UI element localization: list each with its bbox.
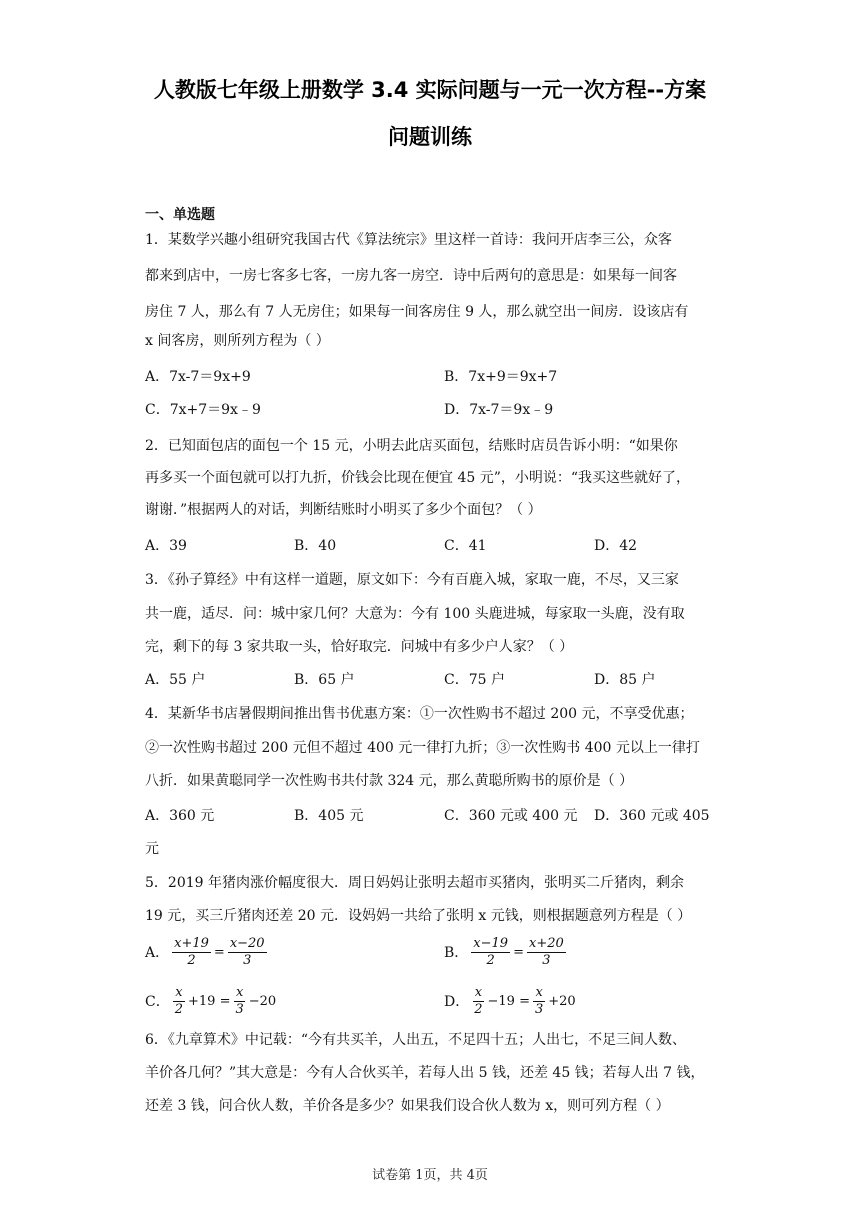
option-label: D．	[444, 993, 470, 1010]
q2-line-1: 2．已知面包店的面包一个 15 元，小明去此店买面包，结账时店员告诉小明：“如果你	[145, 438, 678, 454]
q1-option-a: A．7x-7＝9x+9	[145, 369, 251, 385]
q2-line-3: 谢谢．”根据两人的对话，判断结账时小明买了多少个面包？（ ）	[145, 502, 542, 518]
fraction	[527, 937, 566, 968]
denominator: 3	[534, 1002, 544, 1017]
q3-option-d: D．85 户	[594, 672, 656, 688]
fraction	[173, 986, 185, 1017]
q4-option-a: A．360 元	[145, 808, 215, 824]
q6-line-2: 羊价各几何？”其大意是：今有人合伙买羊，若每人出 5 钱，还差 45 钱；若每人出 7 钱，	[145, 1065, 705, 1081]
denominator: 2	[486, 953, 495, 968]
q4-line-1: 4．某新华书店暑假期间推出售书优惠方案：①一次性购书不超过 200 元，不享受优惠；	[145, 706, 694, 722]
q3-line-3: 完，剩下的每 3 家共取一头，恰好取完．问城中有多少户人家？（ ）	[145, 639, 574, 655]
q1-line-3: 房住 7 人，那么有 7 人无房住；如果每一间客房住 9 人，那么就空出一间房．设该店有	[145, 304, 689, 320]
fraction	[471, 937, 510, 968]
q3-option-a: A．55 户	[145, 672, 206, 688]
q4-option-d: D．360 元或 405	[594, 808, 710, 824]
denominator: 3	[235, 1002, 244, 1017]
q2-line-2: 再多买一个面包就可以打九折，价钱会比现在便宜 45 元”，小明说：“我买这些就好了，	[145, 470, 691, 486]
denominator: 3	[542, 953, 551, 968]
q2-option-d: D．42	[594, 538, 638, 554]
option-label: A．	[145, 944, 170, 961]
q3-line-1: 3．《孙子算经》中有这样一道题，原文如下：今有百鹿入城，家取一鹿，不尽，又三家	[145, 572, 679, 588]
numerator: x	[474, 985, 483, 1000]
q5-option-d	[444, 986, 576, 1017]
q5-option-a	[145, 937, 267, 968]
denominator: 2	[174, 1002, 183, 1017]
q5-line-1: 5．2019 年猪肉涨价幅度很大．周日妈妈让张明去超市买猪肉，张明买二斤猪肉，剩余	[145, 875, 684, 891]
q4-line-3: 八折．如果黄聪同学一次性购书共付款 324 元，那么黄聪所购书的原价是（ ）	[145, 773, 634, 789]
numerator: x−19	[473, 936, 509, 951]
operator: +20	[548, 993, 576, 1009]
q1-line-4: x 间客房，则所列方程为（ ）	[145, 333, 330, 349]
denominator: 3	[243, 953, 252, 968]
q2-option-a: A．39	[145, 538, 187, 554]
operator: −19 =	[487, 993, 530, 1009]
page-footer: 试卷第 1页，共 4页	[372, 1168, 488, 1183]
q1-line-2: 都来到店中，一房七客多七客，一房九客一房空．诗中后两句的意思是：如果每一间客	[145, 268, 677, 284]
q3-line-2: 共一鹿，适尽．问：城中家几何？大意为：今有 100 头鹿进城，每家取一头鹿，没有取	[145, 606, 685, 622]
fraction	[533, 986, 545, 1017]
option-label: C．	[145, 993, 170, 1010]
q6-line-3: 还差 3 钱，问合伙人数，羊价各是多少？如果我们设合伙人数为 x，则可列方程（ ）	[145, 1098, 670, 1114]
fraction	[228, 937, 267, 968]
q4-option-d-wrap: 元	[145, 841, 159, 857]
numerator: x+20	[528, 936, 564, 951]
numerator: x	[235, 985, 244, 1000]
fraction	[172, 937, 211, 968]
q3-option-c: C．75 户	[444, 672, 505, 688]
q1-option-b: B．7x+9＝9x+7	[444, 369, 558, 385]
q1-line-1: 1．某数学兴趣小组研究我国古代《算法统宗》里这样一首诗：我问开店李三公，众客	[145, 232, 672, 248]
fraction	[233, 986, 245, 1017]
q5-option-c	[145, 986, 276, 1017]
q4-option-c: C．360 元或 400 元	[444, 808, 578, 824]
q1-option-c: C．7x+7＝9x﹣9	[145, 402, 261, 418]
operator: +19 =	[188, 993, 231, 1009]
operator: −20	[248, 993, 277, 1009]
numerator: x+19	[174, 936, 209, 951]
document-title-line-1: 人教版七年级上册数学 3.4 实际问题与一元一次方程--方案	[153, 78, 707, 102]
q5-option-b	[444, 937, 566, 968]
denominator: 2	[187, 953, 196, 968]
q1-option-d: D．7x-7＝9x﹣9	[444, 402, 554, 418]
q2-option-c: C．41	[444, 538, 487, 554]
equals-sign: =	[213, 944, 225, 960]
q5-line-2: 19 元，买三斤猪肉还差 20 元．设妈妈一共给了张明 x 元钱，则根据题意列方程是（ ）	[145, 908, 692, 924]
denominator: 2	[474, 1002, 483, 1017]
q2-option-b: B．40	[294, 538, 337, 554]
section-heading: 一、单选题	[145, 207, 215, 223]
numerator: x−20	[229, 936, 265, 951]
numerator: x	[175, 985, 183, 1000]
q6-line-1: 6．《九章算术》中记载：“今有共买羊，人出五，不足四十五；人出七，不足三间人数、	[145, 1032, 687, 1048]
option-label: B．	[444, 944, 469, 961]
q4-option-b: B．405 元	[294, 808, 364, 824]
equals-sign: =	[513, 944, 524, 960]
fraction	[472, 986, 484, 1017]
document-title-line-2: 问题训练	[388, 125, 472, 149]
q3-option-b: B．65 户	[294, 672, 355, 688]
numerator: x	[535, 985, 543, 1000]
q4-line-2: ②一次性购书超过 200 元但不超过 400 元一律打九折；③一次性购书 400 元以上一律打	[145, 740, 700, 756]
